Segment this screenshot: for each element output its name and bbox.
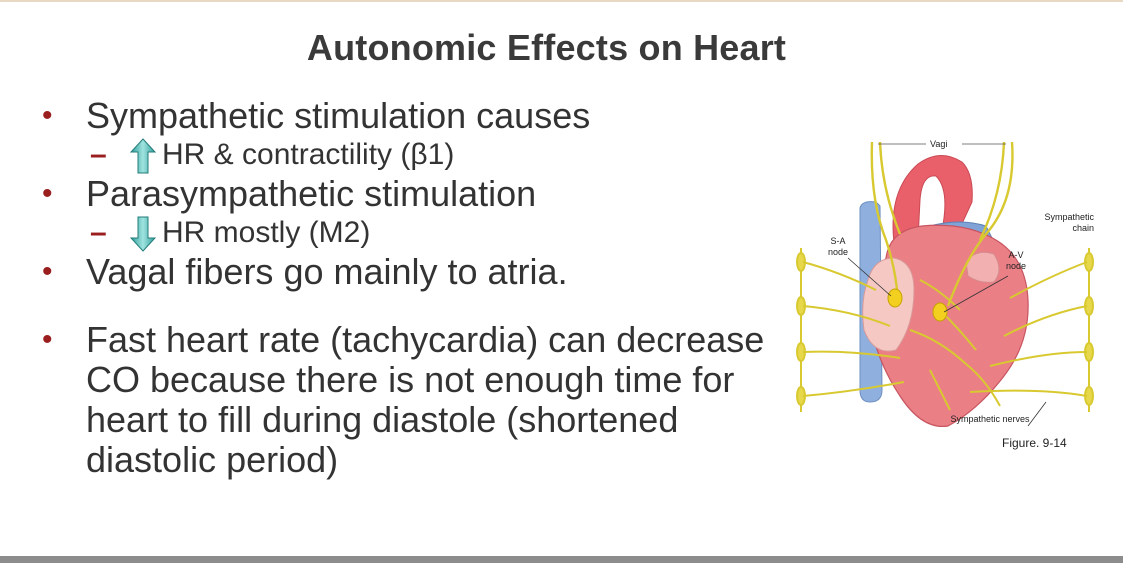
sa-node — [888, 289, 902, 307]
bullet-dot: • — [42, 323, 53, 356]
av-node — [933, 303, 947, 321]
label-av-node-2: node — [1005, 261, 1027, 271]
label-sa-node-2: node — [827, 247, 849, 257]
sub-dash: – — [90, 216, 107, 249]
bullet-text: Parasympathetic stimulation — [86, 173, 537, 214]
up-arrow-icon — [130, 138, 156, 174]
sympathetic-chain-right — [1085, 248, 1093, 412]
bullet-dot: • — [42, 99, 53, 132]
bullet-text: Vagal fibers go mainly to atria. — [86, 251, 568, 292]
bullet-tachycardia — [40, 320, 780, 480]
sub-bullet-text: HR & contractility (β1) — [162, 138, 455, 171]
bullet-vagal — [40, 252, 780, 292]
bullet-dot: • — [42, 177, 53, 210]
sub-bullet-parasympathetic — [40, 214, 780, 252]
bottom-bar — [0, 556, 1123, 563]
heart-innervation-figure — [790, 130, 1100, 460]
bullet-sympathetic — [40, 96, 780, 136]
slide-title: Autonomic Effects on Heart — [306, 27, 787, 68]
figure-caption: Figure. 9-14 — [1002, 436, 1067, 450]
label-sympathetic-chain-2: chain — [1072, 223, 1094, 233]
bullet-text: Fast heart rate (tachycardia) can decrease CO because there is not enough time for heart to fill during diastole (shortened diastolic period) — [86, 319, 765, 480]
bullet-list — [40, 96, 780, 480]
label-vagi: Vagi — [930, 139, 948, 149]
label-av-node: A-V — [1008, 250, 1024, 260]
label-sympathetic-nerves: Sympathetic nerves — [950, 414, 1030, 424]
label-sympathetic-chain: Sympathetic — [1044, 212, 1094, 222]
down-arrow-icon — [130, 216, 156, 252]
sympathetic-chain-left — [797, 248, 805, 412]
top-border — [0, 0, 1123, 2]
sub-dash: – — [90, 138, 107, 171]
sub-bullet-text: HR mostly (M2) — [162, 216, 371, 249]
bullet-parasympathetic — [40, 174, 780, 214]
sub-bullet-sympathetic — [40, 136, 780, 174]
label-sa-node: S-A — [830, 236, 846, 246]
bullet-text: Sympathetic stimulation causes — [86, 95, 591, 136]
bullet-dot: • — [42, 255, 53, 288]
